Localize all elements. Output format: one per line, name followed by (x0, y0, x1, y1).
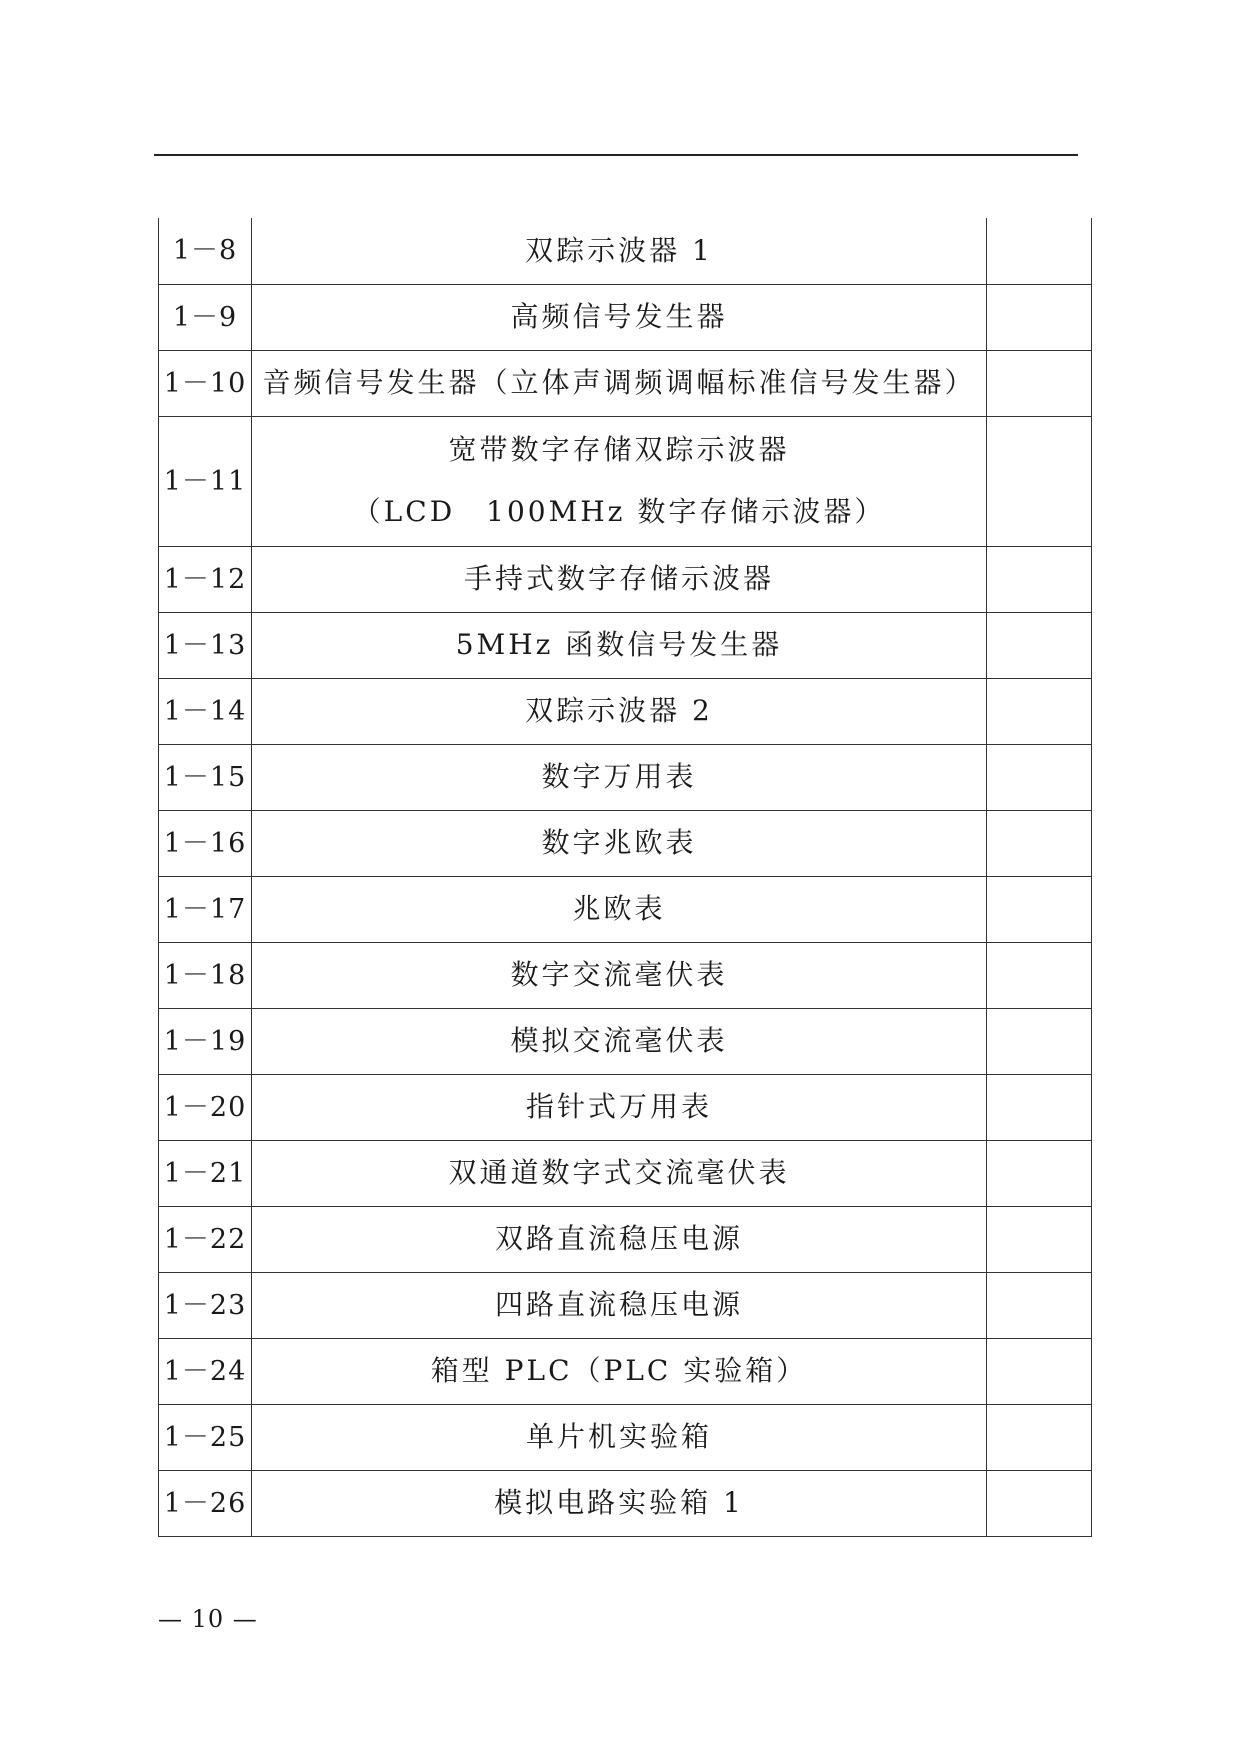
remarks-cell (987, 744, 1092, 810)
item-number-cell: 1－8 (159, 218, 252, 284)
equipment-name-line: 数字兆欧表 (541, 826, 697, 859)
equipment-name-line: 数字万用表 (541, 760, 697, 793)
equipment-name-cell (252, 876, 987, 942)
remarks-cell (987, 810, 1092, 876)
equipment-name-cell (252, 546, 987, 612)
remarks-cell (987, 942, 1092, 1008)
item-number-cell: 1－13 (159, 612, 252, 678)
item-number-cell: 1－25 (159, 1404, 252, 1470)
equipment-name-cell (252, 1404, 987, 1470)
table-row (159, 1140, 1092, 1206)
remarks-cell (987, 1074, 1092, 1140)
table-row (159, 678, 1092, 744)
item-number-cell: 1－14 (159, 678, 252, 744)
remarks-cell (987, 1338, 1092, 1404)
equipment-name-cell (252, 612, 987, 678)
equipment-name-cell (252, 744, 987, 810)
equipment-name-cell (252, 1470, 987, 1536)
equipment-name-line: 双通道数字式交流毫伏表 (448, 1156, 790, 1189)
item-number-cell: 1－20 (159, 1074, 252, 1140)
page-number: — 10 — (158, 1605, 258, 1633)
equipment-name-cell (252, 218, 987, 284)
equipment-name-cell (252, 284, 987, 350)
remarks-cell (987, 1404, 1092, 1470)
equipment-name-line: 高频信号发生器 (510, 300, 728, 333)
table-row (159, 218, 1092, 284)
remarks-cell (987, 876, 1092, 942)
item-number-cell: 1－9 (159, 284, 252, 350)
equipment-name-cell (252, 678, 987, 744)
equipment-name-line: 音频信号发生器（立体声调频调幅标准信号发生器） (262, 366, 976, 399)
equipment-name-cell (252, 416, 987, 546)
equipment-name-cell (252, 1140, 987, 1206)
equipment-name-cell (252, 1206, 987, 1272)
equipment-name-line: 手持式数字存储示波器 (463, 562, 774, 595)
table-row (159, 546, 1092, 612)
remarks-cell (987, 1206, 1092, 1272)
table-row (159, 1338, 1092, 1404)
item-number-cell: 1－22 (159, 1206, 252, 1272)
remarks-cell (987, 612, 1092, 678)
equipment-name-line: 箱型 PLC（PLC 实验箱） (430, 1354, 808, 1387)
equipment-name-line: 模拟电路实验箱 1 (494, 1486, 744, 1519)
table-row (159, 1074, 1092, 1140)
table-row (159, 284, 1092, 350)
item-number-cell: 1－16 (159, 810, 252, 876)
equipment-name-cell (252, 1272, 987, 1338)
equipment-table (158, 218, 1092, 1537)
remarks-cell (987, 218, 1092, 284)
table-row (159, 1206, 1092, 1272)
remarks-cell (987, 1272, 1092, 1338)
equipment-table-body (159, 218, 1092, 1536)
equipment-name-line: 宽带数字存储双踪示波器 (448, 433, 790, 466)
table-row (159, 876, 1092, 942)
item-number-cell: 1－21 (159, 1140, 252, 1206)
remarks-cell (987, 284, 1092, 350)
equipment-name-line: 5MHz 函数信号发生器 (455, 628, 783, 661)
remarks-cell (987, 1470, 1092, 1536)
item-number-cell: 1－26 (159, 1470, 252, 1536)
remarks-cell (987, 1140, 1092, 1206)
table-row (159, 942, 1092, 1008)
item-number-cell: 1－11 (159, 416, 252, 546)
table-row (159, 1272, 1092, 1338)
remarks-cell (987, 350, 1092, 416)
item-number-cell: 1－19 (159, 1008, 252, 1074)
equipment-name-cell (252, 1008, 987, 1074)
table-row (159, 1008, 1092, 1074)
table-row (159, 744, 1092, 810)
item-number-cell: 1－10 (159, 350, 252, 416)
equipment-name-line: 双踪示波器 1 (525, 233, 713, 267)
equipment-name-line: 双踪示波器 2 (525, 694, 713, 727)
item-number-cell: 1－17 (159, 876, 252, 942)
equipment-name-line: 模拟交流毫伏表 (510, 1024, 728, 1057)
equipment-name-cell (252, 1338, 987, 1404)
equipment-name-cell (252, 350, 987, 416)
remarks-cell (987, 416, 1092, 546)
equipment-name-line: （LCD 100MHz 数字存储示波器） (352, 495, 886, 528)
equipment-name-line: 数字交流毫伏表 (510, 958, 728, 991)
equipment-name-line: 指针式万用表 (525, 1090, 712, 1123)
item-number-cell: 1－12 (159, 546, 252, 612)
table-row (159, 416, 1092, 546)
equipment-name-line: 四路直流稳压电源 (494, 1288, 743, 1321)
header-rule (154, 154, 1078, 156)
table-row (159, 350, 1092, 416)
item-number-cell: 1－18 (159, 942, 252, 1008)
remarks-cell (987, 1008, 1092, 1074)
equipment-name-line: 单片机实验箱 (525, 1420, 712, 1453)
equipment-name-cell (252, 810, 987, 876)
table-row (159, 1404, 1092, 1470)
item-number-cell: 1－23 (159, 1272, 252, 1338)
item-number-cell: 1－24 (159, 1338, 252, 1404)
table-row (159, 612, 1092, 678)
remarks-cell (987, 678, 1092, 744)
table-row (159, 810, 1092, 876)
item-number-cell: 1－15 (159, 744, 252, 810)
equipment-name-cell (252, 1074, 987, 1140)
remarks-cell (987, 546, 1092, 612)
table-row (159, 1470, 1092, 1536)
equipment-name-cell (252, 942, 987, 1008)
equipment-name-line: 双路直流稳压电源 (494, 1222, 743, 1255)
equipment-name-line: 兆欧表 (572, 892, 666, 925)
